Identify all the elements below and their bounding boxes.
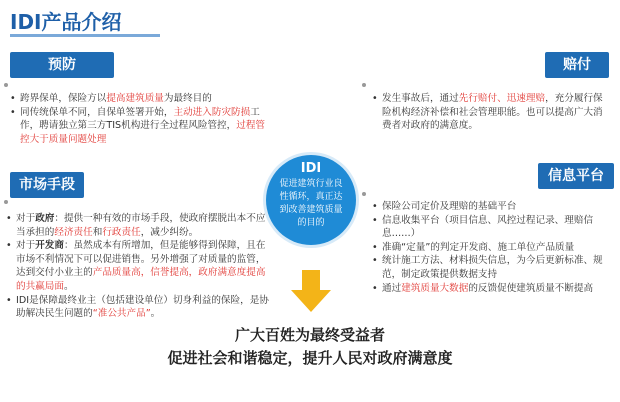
text-segment: ：提供一种有效的市场手段，使政府摆脱出本不应当承担的 [16,213,266,238]
market-list [6,212,272,321]
list-item [372,200,616,214]
text-segment: 和 [92,226,103,238]
text-segment: 保险公司定价及理赔的基础平台 [382,201,517,212]
text-segment: 先行赔付、迅速理赔 [458,93,546,104]
text-segment: 为最终目的 [163,93,212,104]
idi-circle [266,155,356,245]
list-item [372,254,616,281]
bottom-line-1: 广大百姓为最终受益者 [234,326,385,344]
text-segment: IDI是保障最终业主（包括建设单位）切身利益的保险，是协助解决民生问题的 [16,294,269,320]
tag-market: 市场手段 [10,172,84,198]
list-item [372,241,616,255]
prevention-list [10,92,272,146]
circle-title: IDI [300,161,322,176]
text-segment: 的反馈促使建筑质量不断提高 [468,282,594,294]
list-item [6,212,272,239]
text-segment: 提高建筑质量 [106,93,164,104]
list-item [10,106,272,147]
text-segment: 。 [63,280,74,292]
prevention-panel [10,92,272,146]
page-title: IDI产品介绍 [10,10,122,34]
list-item [372,214,616,241]
text-segment: ，减少纠纷。 [140,226,199,238]
bottom-line-2: 促进社会和谐稳定，提升人民对政府满意度 [167,349,453,367]
list-item [6,294,272,321]
text-segment: 。 [150,308,161,320]
text-segment: ：虽然成本有所增加，但是能够得到保障，且在市场不利情况下可以促进销售。另外增强了对质量的监管，达到交付小业主的 [16,240,266,279]
tag-compensation: 赔付 [545,52,609,78]
text-segment: 信息收集平台（项目信息、风控过程记录、理赔信息……） [382,214,594,240]
text-segment: 统计施工方法、材料损失信息，为今后更新标准、规范，制定政策提供数据支持 [382,255,603,280]
compensation-list [372,92,612,133]
text-segment: 过程管控大于质量问题处理 [20,120,266,145]
text-segment: ，充分履行保险机构经济补偿和社会管理职能。也可以提高广大消费者对政府的满意度。 [382,93,603,132]
text-segment: 行政责任 [102,226,141,238]
info-list [372,200,616,295]
text-segment: “准公共产品” [92,308,151,320]
circle-text: 促进建筑行业良性循环，真正达到改善建筑质量的目的 [279,179,343,228]
text-segment: 开发商 [35,240,64,252]
text-segment: 工作，聘请独立第三方TIS机构进行全过程风险管控， [20,106,260,132]
text-segment: 对于 [16,240,36,252]
down-arrow-icon [291,270,331,312]
list-item [372,92,612,133]
text-segment: 主动进入防灾防损 [173,106,251,118]
compensation-panel [372,92,612,133]
divider-dot [4,83,8,87]
text-segment: 跨界保单，保险方以 [20,93,107,104]
text-segment: 通过 [382,282,402,294]
text-segment: 同传统保单不同，自保单签署开始， [20,106,174,118]
text-segment: 产品质量高，信誉提高，政府满意度提高的共赢局面 [16,267,266,292]
info-panel [372,200,616,295]
list-item [10,92,272,106]
list-item [6,239,272,293]
divider-dot [4,200,8,204]
divider-dot [362,192,366,196]
market-panel [6,212,272,321]
text-segment: 经济责任 [54,226,93,238]
text-segment: 发生事故后，通过 [382,93,459,104]
tag-info: 信息平台 [538,163,614,189]
list-item [372,282,616,296]
tag-prevention: 预防 [10,52,114,78]
text-segment: 对于 [16,213,36,224]
divider-dot [362,83,366,87]
title-underline [10,34,160,37]
text-segment: 建筑质量大数据 [401,282,469,294]
text-segment: 政府 [35,213,55,224]
text-segment: 准确“定量”的判定开发商、施工单位产品质量 [382,241,575,253]
